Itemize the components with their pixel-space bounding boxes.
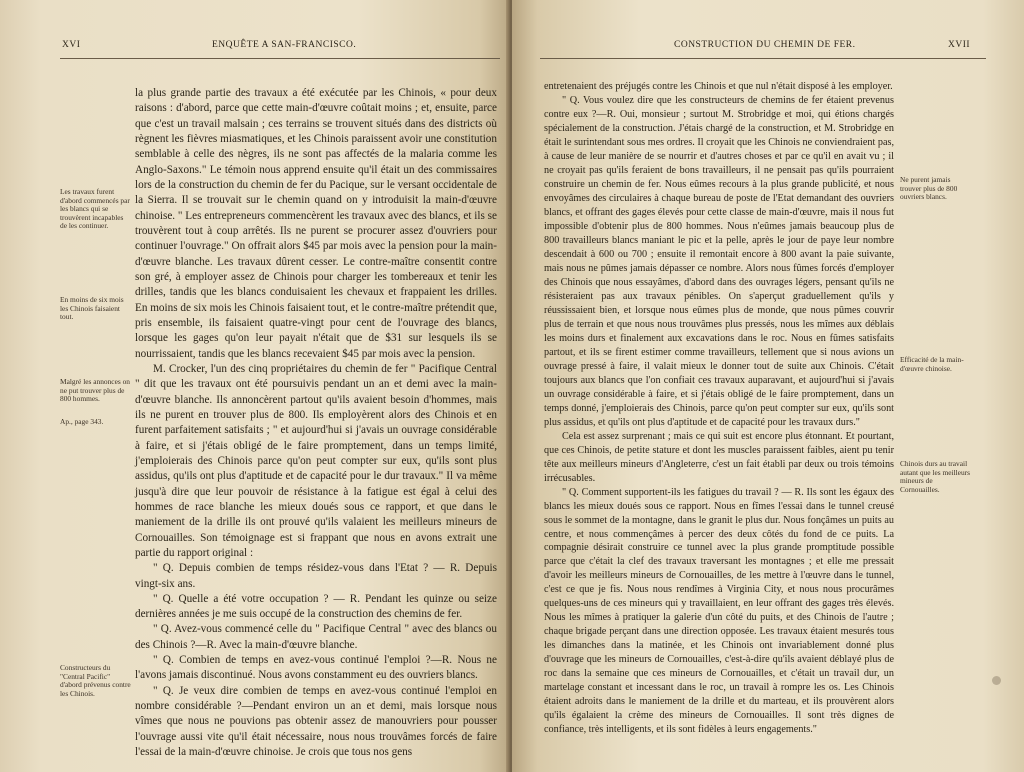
header-rule-right [540, 58, 986, 59]
running-head-right: CONSTRUCTION DU CHEMIN DE FER. [674, 40, 856, 50]
side-note: En moins de six mois les Chinois faisaient tout. [60, 295, 124, 322]
paragraph: " Q. Je veux dire combien de temps en avez-vous continué l'emploi en nombre considérable ?—Pendant environ un an et demi, mais lorsque nous vîmes que nous ne pouvions pas obtenir assez de manouvriers pour pousser l'ouvrage aussi vite qu'il était nécessaire, nous nous trouvâmes forcés de faire l'essai de la main-d'œuvre chinoise. Je crois que tous nos gens [135, 684, 497, 759]
paragraph: " Q. Avez-vous commencé celle du " Pacifique Central " avec des blancs ou des Chinois ?—R. Avec la main-d'œuvre blanche. [135, 623, 497, 651]
paragraph: entretenaient des préjugés contre les Chinois et que nul n'était disposé à les employer. [544, 81, 893, 92]
side-note: Malgré les annonces on ne put trouver plus de 800 hommes. [60, 377, 130, 404]
side-note: Ne purent jamais trouver plus de 800 ouvriers blancs. [900, 175, 958, 202]
paragraph: Cela est assez surprenant ; mais ce qui suit est encore plus étonnant. Et pourtant, que ces Chinois, de petite stature et dont les muscles paraissent faibles, aient pu tenir tête aux meilleurs mineurs d'Angleterre, c'est un fait établi par deux ou trois témoins irrécusables. [544, 430, 894, 484]
running-head-left: ENQUÊTE A SAN-FRANCISCO. [212, 40, 357, 50]
left-page [0, 0, 510, 772]
side-note: Efficacité de la main-d'œuvre chinoise. [900, 355, 964, 373]
paragraph: M. Crocker, l'un des cinq propriétaires du chemin de fer " Pacifique Central " dit que les travaux ont été poursuivis pendant un an et demi avec la main-d'œuvre blanche. Ils annoncèrent partout qu'ils avaient besoin d'hommes, mais ils ne purent en trouver plus de 800. Ils employèrent alors des Chinois et en furent parfaitement satisfaits ; " et aujourd'hui si j'avais un ouvrage considérable à faire, et si j'étais obligé de le faire promptement, dans un temps limité, j'emploierais des Chinois parce qu'on peut compter sur eux, qu'ils sont plus assidus, qu'ils ont plus d'aptitude et de capacité pour le dur travaux." Il va même jusqu'à dire que leur pouvoir de résistance à la fatigue est égal à celui des hommes de race blanche les mieux doués sous ce rapport, et que dans le maniement de la drille ils ont prouvé qu'ils valaient les meilleurs mineurs de Cornouailles. Son témoignage est si frappant que nous en avons extrait une partie du rapport original : [135, 362, 497, 559]
side-note: Chinois durs au travail autant que les meilleurs mineurs de Cornouailles. [900, 459, 970, 494]
side-note: Les travaux furent d'abord commencés par les blancs qui se trouvèrent incapables de les continuer. [60, 187, 130, 231]
side-note: Ap., page 343. [60, 417, 104, 426]
side-note: Constructeurs du "Central Pacific" d'abord prévenus contre les Chinois. [60, 663, 131, 698]
paragraph: la plus grande partie des travaux a été exécutée par les Chinois, « pour deux raisons : d'abord, parce que cette main-d'œuvre coûtait moins ; et, ensuite, parce que c'est un travail malsain ; ces terrains se trouvent situés dans des districts où règnent les fièvres miasmatiques, et les Chinois paraissent avoir une constitution semblable à celle des nègres, ils ne sont pas affectés de la malaria comme les Anglo-Saxons." Le témoin nous apprend ensuite qu'il était un des commissaires lors de la construction du chemin de fer du Pacique, sur le versant occidentale de la Sierra. Il se trouvait sur le chemin quand on y introduisit la main-d'œuvre chinoise. " Les entrepreneurs commencèrent les travaux avec des blancs, et ils se trouvèrent tout à coup arrêtés. Ils ne purent se procurer assez d'ouvriers pour continuer l'ouvrage." On offrait alors $45 par mois avec la pension pour la main-d'œuvre blanche. Les travaux dûrent cesser. Le contre-maître consentit contre son gré, à employer assez de Chinois pour charger les tombereaux et tenir les drilles, tandis que les blancs conduisaient les chevaux et frappaient les drilles. En moins de six mois les Chinois faisaient tout, et le contre-maître prétendit que, pris ensemble, ils faisaient quatre-vingt pour cent de l'ouvrage des blancs, lorsque les gages qu'on leur payait n'était que de $31 sur lesquels ils se nourrissaient, tandis que les blancs recevaient $45 par mois avec la pension. [135, 87, 497, 360]
paragraph: " Q. Comment supportent-ils les fatigues du travail ? — R. Ils sont les égaux des blancs les mieux doués sous ce rapport. Nous en fîmes l'essai dans le tunnel creusé sous le sommet de la montagne, dans le granit le plus dur. Nous fonçâmes un puits au centre, et nous commençâmes à percer des deux côtés du fond de ce puits. La compagnie désirait construire ce tunnel avec la plus grande promptitude possible parce que c'était la clef des travaux traversant les montagnes ; et elle me pressait d'avoir les meilleurs mineurs de Cornouailles, de les mettre à l'œuvre dans le tunnel, c'est ce que je fis. Nous nous rendîmes à Virginia City, et nous nous procurâmes quelques-uns de ces mineurs qui y travaillaient, en leur offrant des gages très élevés. Nous les mîmes à pratiquer la galerie d'un côté du puits, et des Chinois de l'autre ; chaque brigade perçant dans une direction opposée. Les travaux étaient mesurés tous les dimanches dans la matinée, et les Chinois ont invariablement donné plus d'ouvrage que les mineurs de Cornouailles, c'est-à-dire qu'ils avaient déblayé plus de roc dans la semaine que ces mineurs de Cornouailles, et c'était un travail dur, un martelage constant et incessant dans le roc, un travail à rompre les os. Les Chinois étaient adroits dans le maniement de la drille et du marteau, et ils prouvèrent alors qu'ils égalaient la crème des mineurs de Cornouailles. Il sont très dignes de confiance, très intelligents, et ils sont fidèles à leurs engagements." [544, 486, 894, 736]
header-rule-left [60, 58, 500, 59]
left-body-text [135, 86, 497, 760]
page-number-right: XVII [948, 40, 971, 50]
page-number-left: XVI [62, 40, 81, 50]
paper-spot [992, 676, 1001, 685]
right-body-text [544, 80, 894, 737]
right-page [512, 0, 1024, 772]
paragraph: " Q. Vous voulez dire que les constructeurs de chemins de fer étaient prevenus contre eux ?—R. Oui, monsieur ; surtout M. Strobridge et moi, qui étions chargés spécialement de la construction. J'étais chargé de la construction, et M. Strobridge en était le surintendant sous mes ordres. Il croyait que les Chinois ne conviendraient pas, à cause de leur manière de se nourrir et d'autres choses et par ce qu'il en avait vu ; il ne croyait pas qu'ils feraient de bons travailleurs, il ne pensait pas qu'ils pourraient construire un chemin de fer. Nous eûmes recours à la plus grande publicité, et nous envoyâmes des circulaires à chaque bureau de poste de l'Etat demandant des ouvriers blancs, et offrant des gages élevés pour cette classe de main-d'œuvre, mais il nous fut impossible d'obtenir plus de 800 hommes. Nous n'eûmes jamais beaucoup plus de 800 travailleurs blancs maniant le pic et la pelle, après le jour de paye leur nombre descendait à 600 ou 700 ; ensuite il remontait encore à 800 avant la paie suivante, mais nous ne pûmes jamais dépasser ce nombre. Alors nous fûmes forcés d'employer des Chinois que nous essayâmes, d'abord dans des ouvrages légers, pensant qu'ils ne résisteraient pas aux travaux pénibles. On s'aperçut graduellement qu'ils y réussissaient bien, et lorsque nous eûmes plus de monde, que nous pûmes couvrir plus de terrain et que nous nous trouvâmes plus pressés, nous les mîmes aux déblais les moins durs et finalement aux excavations dans le roc. Nous en fûmes satisfaits partout, et ils se firent estimer comme travailleurs, tellement que si nous avions un ouvrage pressé à faire, il valait mieux le donner tout de suite aux Chinois. C'était toujours aux blancs que l'on confiait ces travaux auparavant, et aujourd'hui si j'avais un ouvrage considérable à faire, et si j'étais obligé de le faire promptement, dans un temps donné, j'emploierais des Chinois, parce qu'on peut compter sur eux, qu'ils sont plus assidus, et qu'ils ont plus d'aptitude et de capacité pour les travaux durs." [544, 94, 894, 428]
paragraph: " Q. Depuis combien de temps résidez-vous dans l'Etat ? — R. Depuis vingt-six ans. [135, 562, 497, 590]
paragraph: " Q. Combien de temps en avez-vous continué l'emploi ?—R. Nous ne l'avons jamais discontinué. Nous avons constamment eu des ouvriers blancs. [135, 654, 497, 682]
paragraph: " Q. Quelle a été votre occupation ? — R. Pendant les quinze ou seize dernières années je me suis occupé de la construction des chemins de fer. [135, 592, 497, 621]
